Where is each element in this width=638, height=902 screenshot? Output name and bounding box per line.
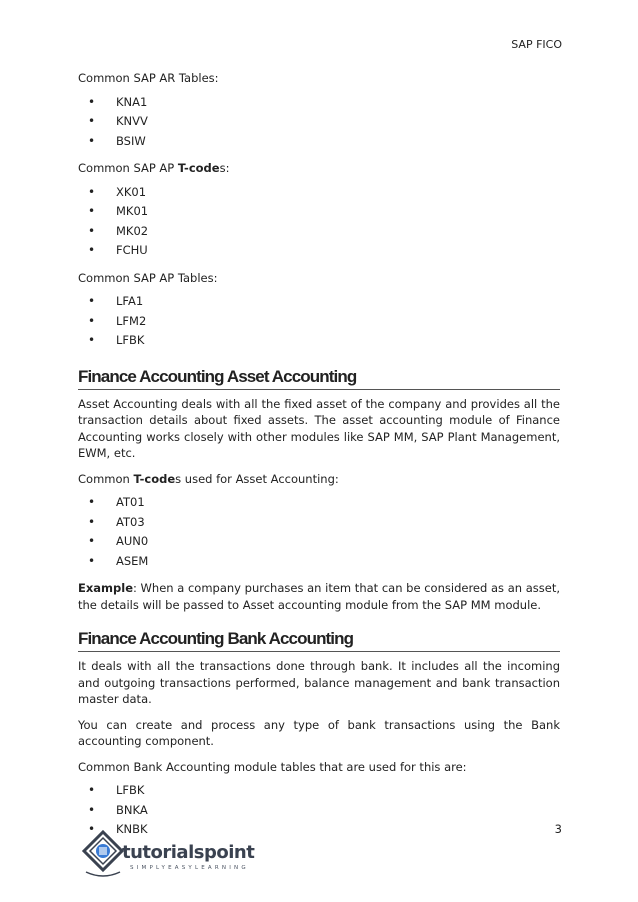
list-item: • BNKA [78,801,560,821]
list-item: • LFA1 [78,292,560,312]
list-item: • FCHU [78,241,560,261]
tutorialspoint-logo [80,828,280,880]
list-item: • AT01 [78,493,560,513]
ar-tables-intro: Common SAP AR Tables: [78,71,219,85]
asset-tcodes-list [78,493,560,571]
list-item: • MK02 [78,222,560,242]
list-item: • LFBK [78,781,560,801]
ar-tables-list [78,93,560,152]
logo-tagline: SIMPLYEASYLEARNING [130,865,249,871]
page-number: 3 [554,822,562,836]
list-item: • BSIW [78,132,560,152]
logo-emblem-icon [80,828,126,880]
asset-tcodes-intro: Common T-codes used for Asset Accounting: [78,471,339,486]
list-item: • LFM2 [78,312,560,332]
bank-accounting-heading: Finance Accounting Bank Accounting [78,629,560,652]
page-content [78,70,560,846]
list-item: • KNVV [78,112,560,132]
list-item: • MK01 [78,202,560,222]
asset-accounting-paragraph: Asset Accounting deals with all the fixed asset of the company and provides all the transaction details about fixed assets. The asset accounting module of Finance Accounting works closely with other modules like SAP MM, SAP Plant Management, EWM, etc. [78,396,560,460]
list-item: • AT03 [78,513,560,533]
list-item: • XK01 [78,183,560,203]
list-item: • KNBK [78,820,560,840]
page-header: SAP FICO [511,38,562,51]
logo-text: tutorialspoint [122,842,255,863]
ap-tables-intro: Common SAP AP Tables: [78,270,218,285]
list-item: • LFBK [78,331,560,351]
asset-example: Example: When a company purchases an item that can be considered as an asset, the details will be passed to Asset accounting module from the SAP MM module. [78,581,560,612]
ap-tables-list [78,292,560,351]
list-item: • ASEM [78,552,560,572]
ap-tcodes-list [78,183,560,261]
list-item: • KNA1 [78,93,560,113]
ap-tcodes-intro: Common SAP AP T-codes: [78,161,230,175]
bank-accounting-paragraph-2: You can create and process any type of bank transactions using the Bank accounting component. [78,717,560,748]
asset-accounting-heading: Finance Accounting Asset Accounting [78,367,560,390]
bank-accounting-paragraph-1: It deals with all the transactions done through bank. It includes all the incoming and outgoing transactions performed, balance management and bank transaction master data. [78,659,560,706]
bank-tables-intro: Common Bank Accounting module tables that are used for this are: [78,759,467,774]
list-item: • AUN0 [78,532,560,552]
